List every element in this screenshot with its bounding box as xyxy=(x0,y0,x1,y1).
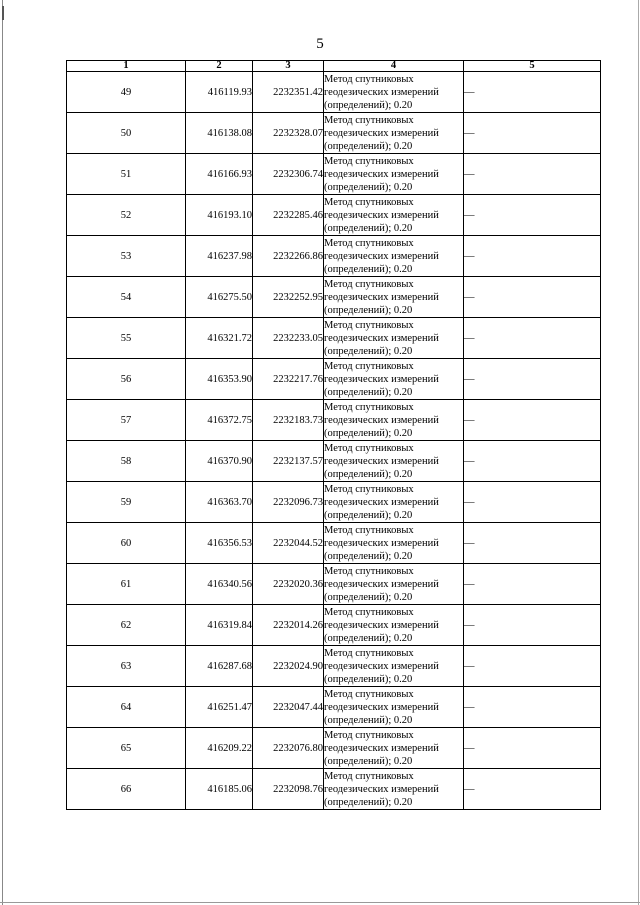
table-body xyxy=(67,72,601,810)
coordinate-y-cell: 2232020.36 xyxy=(253,564,324,605)
point-number-cell: 51 xyxy=(67,154,186,195)
table-row xyxy=(67,687,601,728)
column-header: 3 xyxy=(253,61,324,72)
method-line: Метод спутниковых xyxy=(324,688,414,700)
coordinate-x-cell: 416287.68 xyxy=(186,646,253,687)
method-line: геодезических измерений xyxy=(324,332,439,344)
scan-mark xyxy=(2,6,4,20)
coordinate-x-cell: 416119.93 xyxy=(186,72,253,113)
table-row xyxy=(67,728,601,769)
coordinate-y-cell: 2232096.73 xyxy=(253,482,324,523)
method-line: геодезических измерений xyxy=(324,742,439,754)
description-cell: — xyxy=(464,605,601,646)
column-header: 5 xyxy=(464,61,601,72)
method-line: Метод спутниковых xyxy=(324,278,414,290)
page-edge-bottom xyxy=(0,902,640,903)
method-line: (определений); 0.20 xyxy=(324,345,413,357)
method-line: Метод спутниковых xyxy=(324,729,414,741)
method-line: Метод спутниковых xyxy=(324,565,414,577)
table-row xyxy=(67,769,601,810)
method-cell xyxy=(324,646,464,687)
coordinate-x-cell: 416356.53 xyxy=(186,523,253,564)
method-cell xyxy=(324,72,464,113)
page-edge-right xyxy=(638,0,639,905)
coordinate-y-cell: 2232328.07 xyxy=(253,113,324,154)
method-cell xyxy=(324,195,464,236)
method-cell xyxy=(324,605,464,646)
method-line: (определений); 0.20 xyxy=(324,222,413,234)
method-line: (определений); 0.20 xyxy=(324,386,413,398)
point-number-cell: 66 xyxy=(67,769,186,810)
description-cell: — xyxy=(464,646,601,687)
point-number-cell: 57 xyxy=(67,400,186,441)
method-line: геодезических измерений xyxy=(324,86,439,98)
method-line: (определений); 0.20 xyxy=(324,468,413,480)
table-row xyxy=(67,195,601,236)
method-line: геодезических измерений xyxy=(324,619,439,631)
table-row xyxy=(67,318,601,359)
method-line: Метод спутниковых xyxy=(324,401,414,413)
coordinate-x-cell: 416363.70 xyxy=(186,482,253,523)
description-cell: — xyxy=(464,687,601,728)
table-row xyxy=(67,441,601,482)
table-row xyxy=(67,236,601,277)
method-line: (определений); 0.20 xyxy=(324,181,413,193)
description-cell: — xyxy=(464,359,601,400)
table-row xyxy=(67,564,601,605)
method-line: геодезических измерений xyxy=(324,250,439,262)
point-number-cell: 50 xyxy=(67,113,186,154)
method-line: Метод спутниковых xyxy=(324,442,414,454)
method-line: (определений); 0.20 xyxy=(324,263,413,275)
point-number-cell: 54 xyxy=(67,277,186,318)
table-row xyxy=(67,482,601,523)
method-line: геодезических измерений xyxy=(324,783,439,795)
coordinate-x-cell: 416340.56 xyxy=(186,564,253,605)
point-number-cell: 60 xyxy=(67,523,186,564)
coordinate-y-cell: 2232098.76 xyxy=(253,769,324,810)
coordinate-x-cell: 416209.22 xyxy=(186,728,253,769)
description-cell: — xyxy=(464,400,601,441)
method-cell xyxy=(324,318,464,359)
method-line: (определений); 0.20 xyxy=(324,140,413,152)
method-line: геодезических измерений xyxy=(324,701,439,713)
coordinate-x-cell: 416319.84 xyxy=(186,605,253,646)
coordinate-y-cell: 2232351.42 xyxy=(253,72,324,113)
point-number-cell: 56 xyxy=(67,359,186,400)
method-line: геодезических измерений xyxy=(324,537,439,549)
point-number-cell: 55 xyxy=(67,318,186,359)
method-line: Метод спутниковых xyxy=(324,237,414,249)
coordinate-y-cell: 2232183.73 xyxy=(253,400,324,441)
point-number-cell: 63 xyxy=(67,646,186,687)
method-line: геодезических измерений xyxy=(324,496,439,508)
coordinate-y-cell: 2232266.86 xyxy=(253,236,324,277)
table-row xyxy=(67,113,601,154)
method-line: геодезических измерений xyxy=(324,660,439,672)
method-line: (определений); 0.20 xyxy=(324,755,413,767)
point-number-cell: 52 xyxy=(67,195,186,236)
coordinate-x-cell: 416372.75 xyxy=(186,400,253,441)
method-line: (определений); 0.20 xyxy=(324,550,413,562)
coordinate-y-cell: 2232044.52 xyxy=(253,523,324,564)
coordinates-table xyxy=(66,60,601,810)
point-number-cell: 58 xyxy=(67,441,186,482)
description-cell: — xyxy=(464,769,601,810)
method-cell xyxy=(324,113,464,154)
coordinate-x-cell: 416353.90 xyxy=(186,359,253,400)
coordinate-x-cell: 416370.90 xyxy=(186,441,253,482)
description-cell: — xyxy=(464,318,601,359)
table-row xyxy=(67,359,601,400)
coordinate-y-cell: 2232306.74 xyxy=(253,154,324,195)
method-line: Метод спутниковых xyxy=(324,114,414,126)
method-cell xyxy=(324,728,464,769)
point-number-cell: 53 xyxy=(67,236,186,277)
method-line: геодезических измерений xyxy=(324,373,439,385)
method-line: Метод спутниковых xyxy=(324,606,414,618)
description-cell: — xyxy=(464,195,601,236)
coordinate-y-cell: 2232047.44 xyxy=(253,687,324,728)
method-line: геодезических измерений xyxy=(324,414,439,426)
coordinate-x-cell: 416185.06 xyxy=(186,769,253,810)
method-line: Метод спутниковых xyxy=(324,196,414,208)
method-line: (определений); 0.20 xyxy=(324,427,413,439)
table-row xyxy=(67,605,601,646)
method-line: Метод спутниковых xyxy=(324,647,414,659)
method-line: (определений); 0.20 xyxy=(324,591,413,603)
method-cell xyxy=(324,441,464,482)
point-number-cell: 64 xyxy=(67,687,186,728)
table-row xyxy=(67,646,601,687)
method-cell xyxy=(324,564,464,605)
description-cell: — xyxy=(464,236,601,277)
coordinate-y-cell: 2232252.95 xyxy=(253,277,324,318)
method-line: (определений); 0.20 xyxy=(324,304,413,316)
coordinate-y-cell: 2232014.26 xyxy=(253,605,324,646)
coordinate-y-cell: 2232233.05 xyxy=(253,318,324,359)
description-cell: — xyxy=(464,72,601,113)
method-cell xyxy=(324,687,464,728)
coordinate-x-cell: 416237.98 xyxy=(186,236,253,277)
description-cell: — xyxy=(464,113,601,154)
table-row xyxy=(67,400,601,441)
method-line: Метод спутниковых xyxy=(324,770,414,782)
coordinate-x-cell: 416321.72 xyxy=(186,318,253,359)
coordinate-y-cell: 2232285.46 xyxy=(253,195,324,236)
point-number-cell: 62 xyxy=(67,605,186,646)
method-line: геодезических измерений xyxy=(324,578,439,590)
page-number: 5 xyxy=(316,36,324,52)
method-line: геодезических измерений xyxy=(324,455,439,467)
method-line: (определений); 0.20 xyxy=(324,99,413,111)
method-line: геодезических измерений xyxy=(324,209,439,221)
description-cell: — xyxy=(464,728,601,769)
method-cell xyxy=(324,359,464,400)
method-cell xyxy=(324,769,464,810)
column-header: 2 xyxy=(186,61,253,72)
method-line: Метод спутниковых xyxy=(324,155,414,167)
page-edge-left xyxy=(2,0,3,905)
coordinate-y-cell: 2232137.57 xyxy=(253,441,324,482)
coordinate-y-cell: 2232217.76 xyxy=(253,359,324,400)
point-number-cell: 59 xyxy=(67,482,186,523)
table-row xyxy=(67,154,601,195)
method-line: (определений); 0.20 xyxy=(324,673,413,685)
point-number-cell: 61 xyxy=(67,564,186,605)
coordinate-x-cell: 416166.93 xyxy=(186,154,253,195)
table-row xyxy=(67,277,601,318)
column-header: 1 xyxy=(67,61,186,72)
method-cell xyxy=(324,400,464,441)
coordinate-x-cell: 416275.50 xyxy=(186,277,253,318)
method-cell xyxy=(324,277,464,318)
table-row xyxy=(67,72,601,113)
table-row xyxy=(67,523,601,564)
method-line: Метод спутниковых xyxy=(324,483,414,495)
description-cell: — xyxy=(464,441,601,482)
description-cell: — xyxy=(464,523,601,564)
method-line: (определений); 0.20 xyxy=(324,632,413,644)
method-cell xyxy=(324,154,464,195)
table-header-row xyxy=(67,61,601,72)
description-cell: — xyxy=(464,482,601,523)
point-number-cell: 49 xyxy=(67,72,186,113)
column-header: 4 xyxy=(324,61,464,72)
method-cell xyxy=(324,482,464,523)
method-line: (определений); 0.20 xyxy=(324,714,413,726)
coordinate-x-cell: 416138.08 xyxy=(186,113,253,154)
description-cell: — xyxy=(464,277,601,318)
coordinate-x-cell: 416193.10 xyxy=(186,195,253,236)
method-line: Метод спутниковых xyxy=(324,73,414,85)
method-cell xyxy=(324,236,464,277)
coordinate-y-cell: 2232076.80 xyxy=(253,728,324,769)
method-line: Метод спутниковых xyxy=(324,524,414,536)
method-line: геодезических измерений xyxy=(324,127,439,139)
coordinate-x-cell: 416251.47 xyxy=(186,687,253,728)
method-line: Метод спутниковых xyxy=(324,319,414,331)
method-line: (определений); 0.20 xyxy=(324,796,413,808)
point-number-cell: 65 xyxy=(67,728,186,769)
method-line: Метод спутниковых xyxy=(324,360,414,372)
description-cell: — xyxy=(464,564,601,605)
method-line: геодезических измерений xyxy=(324,168,439,180)
method-line: геодезических измерений xyxy=(324,291,439,303)
method-cell xyxy=(324,523,464,564)
method-line: (определений); 0.20 xyxy=(324,509,413,521)
description-cell: — xyxy=(464,154,601,195)
coordinate-y-cell: 2232024.90 xyxy=(253,646,324,687)
